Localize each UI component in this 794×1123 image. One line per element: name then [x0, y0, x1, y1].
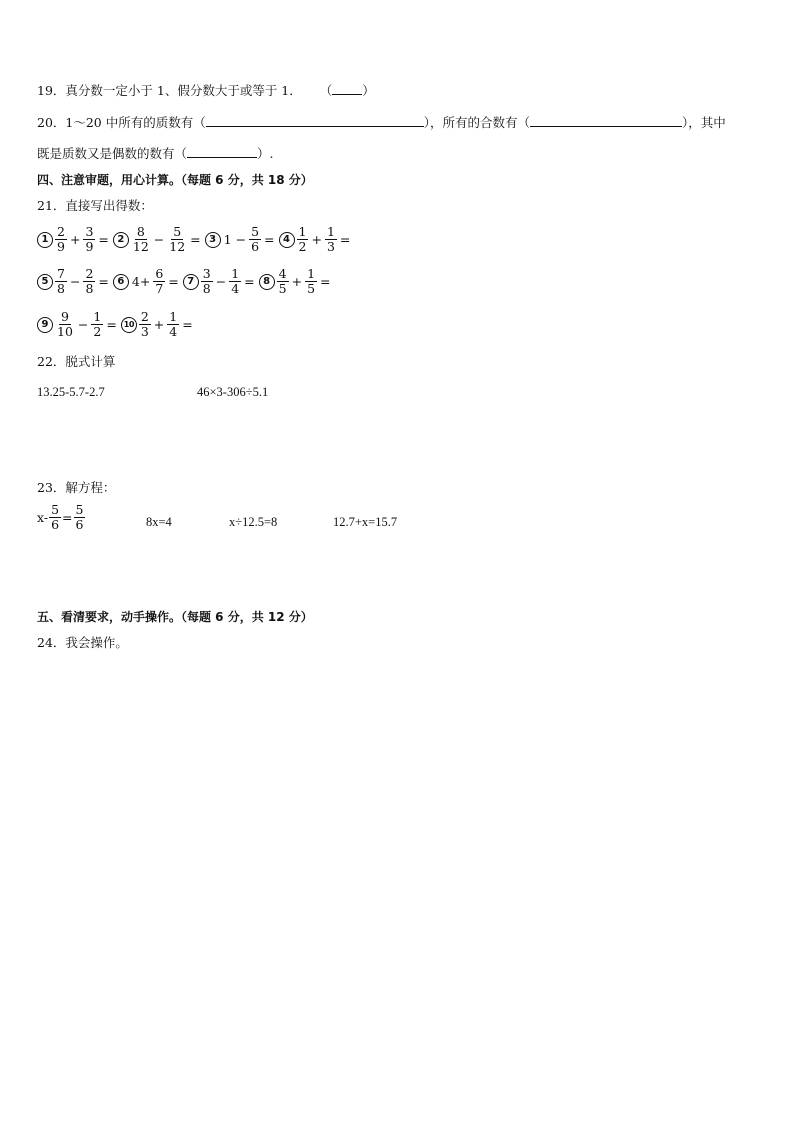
fraction-denominator: 3 — [140, 324, 149, 339]
q23-eq1-equals: = — [62, 510, 73, 525]
fraction — [167, 225, 187, 254]
circled-number-4: 4 — [279, 232, 295, 248]
math-operator: = — [168, 274, 179, 289]
math-operator: − — [235, 232, 247, 247]
fraction-numerator: 6 — [155, 266, 164, 281]
q21-row-2 — [37, 267, 335, 296]
fraction — [55, 225, 67, 254]
fraction-numerator: 2 — [140, 309, 149, 324]
circled-number-8: 8 — [259, 274, 275, 290]
q21-item-4 — [279, 225, 353, 254]
fraction-numerator: 2 — [85, 266, 94, 281]
fraction — [297, 225, 309, 254]
q20-composites-blank[interactable] — [530, 114, 682, 127]
circled-number-2: 2 — [113, 232, 129, 248]
q21-item-3 — [205, 225, 277, 254]
circled-number-9: 9 — [37, 317, 53, 333]
fraction-denominator: 6 — [75, 517, 84, 532]
circled-number-3: 3 — [205, 232, 221, 248]
fraction-denominator: 8 — [202, 281, 211, 296]
fraction — [55, 267, 67, 296]
math-operator: + — [153, 317, 165, 332]
q21-item-6 — [113, 267, 181, 296]
q22-expression-1: 13.25-5.7-2.7 — [37, 385, 105, 399]
q20-primes-blank[interactable] — [206, 114, 424, 127]
fraction-denominator: 12 — [132, 239, 149, 254]
math-operator: − — [69, 274, 81, 289]
math-operator: = — [190, 232, 201, 247]
math-operator: 4+ — [131, 274, 151, 289]
math-operator: − — [77, 317, 89, 332]
fraction — [83, 225, 95, 254]
question-20-line2 — [37, 145, 274, 163]
math-operator: + — [311, 232, 322, 247]
q19-close-paren: ） — [362, 83, 375, 98]
q20-text-d: 既是质数又是偶数的数有（ — [37, 146, 188, 161]
math-operator: = — [98, 232, 109, 247]
q21-row-1 — [37, 225, 354, 254]
fraction — [249, 225, 261, 254]
fraction-numerator: 2 — [57, 224, 65, 239]
circled-number-10: 10 — [121, 317, 137, 333]
fraction-denominator: 2 — [93, 324, 102, 339]
math-operator: + — [291, 274, 303, 289]
question-19 — [37, 82, 375, 100]
circled-number-1: 1 — [37, 232, 53, 248]
fraction-numerator: 3 — [202, 266, 211, 281]
math-operator: = — [339, 232, 351, 247]
question-22-label: 22．脱式计算 — [37, 354, 116, 369]
q23-eq1-fraction-right — [74, 503, 86, 532]
q20-text-b: ），所有的合数有（ — [423, 115, 531, 130]
question-21-label: 21．直接写出得数： — [37, 198, 153, 213]
fraction — [167, 310, 179, 339]
q21-item-2 — [113, 225, 203, 254]
q23-equation-2: 8x=4 — [146, 515, 172, 529]
fraction-denominator: 4 — [169, 324, 178, 339]
fraction-denominator: 2 — [298, 239, 307, 254]
fraction-denominator: 10 — [57, 324, 73, 339]
q20-even-prime-blank[interactable] — [187, 145, 257, 158]
fraction — [277, 267, 289, 296]
fraction-denominator: 5 — [307, 281, 316, 296]
q20-text-e: ）. — [257, 146, 274, 161]
q19-text: 19．真分数一定小于 1、假分数大于或等于 1． — [37, 83, 302, 98]
math-operator: = — [320, 274, 331, 289]
q21-row-3 — [37, 310, 197, 339]
q23-equation-4: 12.7+x=15.7 — [333, 515, 398, 529]
q21-item-1 — [37, 225, 111, 254]
fraction — [91, 310, 103, 339]
fraction-denominator: 7 — [155, 281, 164, 296]
fraction-denominator: 3 — [326, 239, 335, 254]
fraction-numerator: 4 — [278, 266, 287, 281]
q19-open-paren: （ — [319, 83, 333, 98]
fraction-numerator: 9 — [60, 309, 69, 324]
section-4-heading: 四、注意审题，用心计算。（每题 6 分，共 18 分） — [37, 173, 313, 187]
q21-item-8 — [259, 267, 333, 296]
fraction — [153, 267, 165, 296]
fraction-numerator: 1 — [298, 224, 307, 239]
fraction-denominator: 9 — [57, 239, 65, 254]
fraction-numerator: 3 — [85, 224, 94, 239]
math-operator: 1 — [223, 232, 232, 247]
q19-answer-blank[interactable] — [332, 82, 362, 95]
fraction-denominator: 6 — [251, 239, 260, 254]
circled-number-6: 6 — [113, 274, 129, 290]
q23-eq1-prefix: x- — [37, 510, 49, 525]
fraction-numerator: 1 — [169, 309, 178, 324]
q21-item-9 — [37, 310, 119, 339]
math-operator: = — [106, 317, 117, 332]
math-operator: + — [69, 232, 81, 247]
fraction — [55, 310, 75, 339]
q23-eq1-fraction-left — [49, 503, 61, 532]
math-operator: − — [153, 232, 165, 247]
fraction-numerator: 5 — [173, 224, 182, 239]
math-operator: = — [182, 317, 193, 332]
q22-expression-2: 46×3-306÷5.1 — [197, 385, 269, 399]
question-20-line1 — [37, 114, 726, 132]
q21-item-5 — [37, 267, 111, 296]
fraction-numerator: 7 — [57, 266, 65, 281]
fraction-denominator: 8 — [85, 281, 94, 296]
fraction — [325, 225, 337, 254]
fraction-denominator: 5 — [278, 281, 287, 296]
q23-equation-1 — [37, 503, 86, 532]
fraction-numerator: 1 — [307, 266, 316, 281]
math-operator: = — [244, 274, 255, 289]
circled-number-7: 7 — [183, 274, 199, 290]
fraction-numerator: 5 — [75, 502, 84, 517]
math-operator: − — [215, 274, 227, 289]
fraction-denominator: 8 — [57, 281, 65, 296]
q20-text-c: ），其中 — [682, 115, 726, 130]
fraction-numerator: 8 — [136, 224, 145, 239]
fraction — [305, 267, 317, 296]
fraction-numerator: 1 — [326, 224, 335, 239]
fraction — [201, 267, 213, 296]
q21-item-10 — [121, 310, 195, 339]
q23-equation-3: x÷12.5=8 — [229, 515, 278, 529]
fraction-numerator: 5 — [251, 224, 260, 239]
math-operator: = — [98, 274, 109, 289]
fraction-denominator: 4 — [231, 281, 240, 296]
fraction-denominator: 9 — [85, 239, 94, 254]
fraction-denominator: 6 — [51, 517, 60, 532]
fraction — [83, 267, 95, 296]
fraction-numerator: 5 — [51, 502, 60, 517]
math-operator: = — [264, 232, 275, 247]
question-23-label: 23．解方程： — [37, 480, 116, 495]
fraction-numerator: 1 — [231, 266, 240, 281]
circled-number-5: 5 — [37, 274, 53, 290]
fraction — [131, 225, 151, 254]
fraction — [139, 310, 151, 339]
section-5-heading: 五、看清要求，动手操作。（每题 6 分，共 12 分） — [37, 610, 313, 624]
q20-text-a: 20．1～20 中所有的质数有（ — [37, 115, 206, 130]
fraction-denominator: 12 — [169, 239, 186, 254]
fraction — [229, 267, 241, 296]
fraction-numerator: 1 — [93, 309, 102, 324]
q21-item-7 — [183, 267, 257, 296]
question-24-label: 24．我会操作。 — [37, 635, 128, 650]
